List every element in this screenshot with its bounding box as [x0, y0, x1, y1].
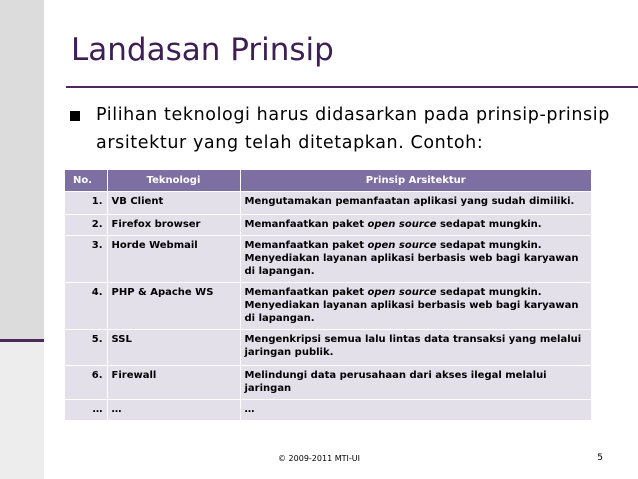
- principle-text: Melindungi data perusahaan dari akses ilegal melalui jaringan: [244, 370, 547, 394]
- cell-principle: [240, 283, 591, 330]
- title-divider: [66, 86, 638, 88]
- cell-no: 2.: [65, 215, 107, 236]
- cell-no: 6.: [65, 366, 107, 400]
- cell-technology: Firewall: [107, 366, 240, 400]
- cell-technology: PHP & Apache WS: [107, 283, 240, 330]
- cell-no: 3.: [65, 236, 107, 283]
- cell-no: 4.: [65, 283, 107, 330]
- principle-text: …: [244, 404, 255, 415]
- cell-technology: Firefox browser: [107, 215, 240, 236]
- cell-technology: Horde Webmail: [107, 236, 240, 283]
- principle-text: Memanfaatkan paket: [244, 219, 368, 230]
- cell-principle: [240, 400, 591, 421]
- slide-title: Landasan Prinsip: [71, 32, 334, 68]
- table-row: [65, 192, 591, 215]
- bullet-square-icon: [70, 111, 80, 121]
- principle-text: Mengenkripsi semua lalu lintas data transaksi yang melalui jaringan publik.: [244, 334, 582, 358]
- table-header-row: [65, 170, 591, 192]
- principle-text: sedapat mungkin. Menyediakan layanan aplikasi berbasis web bagi karyawan di lapangan.: [244, 240, 579, 277]
- principle-italic-text: open source: [367, 240, 437, 251]
- left-decor-bar: [0, 0, 44, 342]
- bullet-text: Pilihan teknologi harus didasarkan pada prinsip-prinsip arsitektur yang telah ditetapkan. Contoh:: [96, 105, 610, 153]
- principle-text: Mengutamakan pemanfaatan aplikasi yang sudah dimiliki.: [244, 196, 575, 207]
- header-no: No.: [65, 170, 107, 192]
- technology-table: [65, 170, 591, 420]
- table-row: [65, 283, 591, 330]
- principle-italic-text: open source: [367, 287, 437, 298]
- cell-no: 1.: [65, 192, 107, 215]
- principle-text: sedapat mungkin. Menyediakan layanan aplikasi berbasis web bagi karyawan di lapangan.: [244, 287, 579, 324]
- principle-text: Memanfaatkan paket: [244, 240, 368, 251]
- page-number: 5: [597, 453, 603, 463]
- cell-no: 5.: [65, 330, 107, 366]
- principle-text: sedapat mungkin.: [436, 219, 542, 230]
- cell-principle: [240, 236, 591, 283]
- cell-principle: [240, 192, 591, 215]
- left-accent-line: [0, 339, 44, 342]
- footer-copyright: © 2009-2011 MTI-UI: [278, 454, 360, 463]
- table-row: [65, 236, 591, 283]
- cell-principle: [240, 366, 591, 400]
- header-teknologi: Teknologi: [107, 170, 240, 192]
- principle-italic-text: open source: [367, 219, 437, 230]
- table-row: [65, 366, 591, 400]
- principle-text: Memanfaatkan paket: [244, 287, 368, 298]
- table-row: [65, 330, 591, 366]
- table-row: [65, 400, 591, 421]
- table-row: [65, 215, 591, 236]
- cell-principle: [240, 330, 591, 366]
- header-prinsip: Prinsip Arsitektur: [240, 170, 591, 192]
- cell-no: …: [65, 400, 107, 421]
- cell-technology: …: [107, 400, 240, 421]
- cell-principle: [240, 215, 591, 236]
- cell-technology: VB Client: [107, 192, 240, 215]
- cell-technology: SSL: [107, 330, 240, 366]
